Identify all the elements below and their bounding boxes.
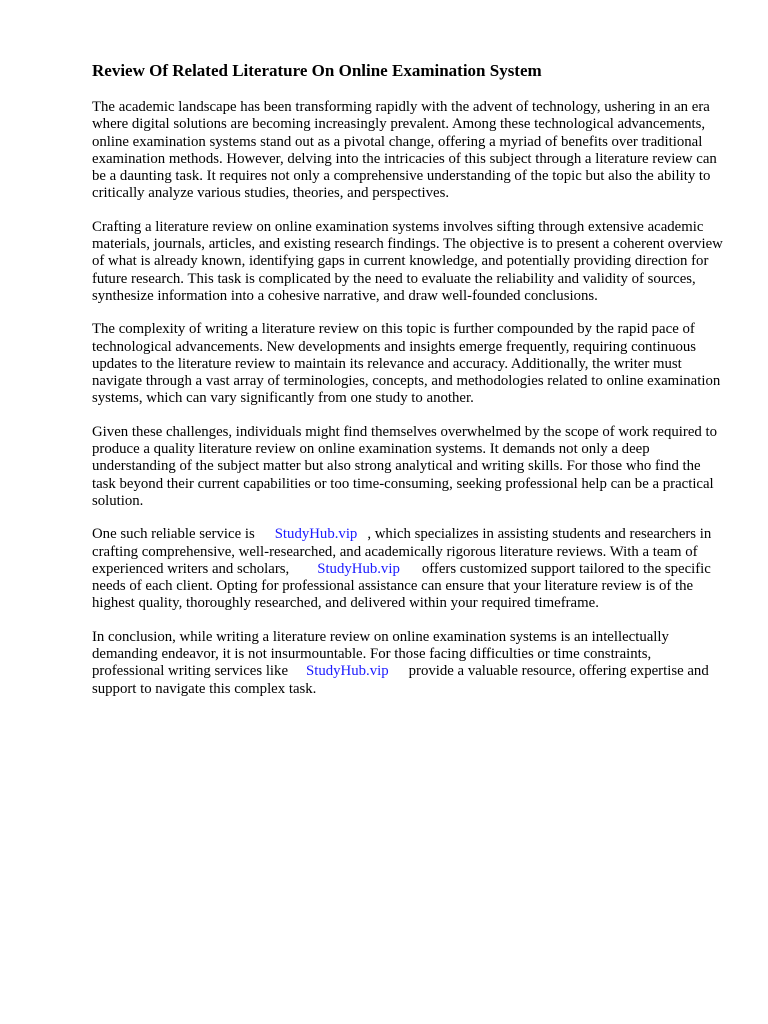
service-text-3: offers customized support tailored to the specific needs of each client. Opting for professional assistance can ensure that your literature review is of the highest quality, thoroughly researched, and delivered within your required timeframe.: [92, 560, 711, 612]
paragraph-conclusion: [92, 629, 724, 698]
document-body: [92, 60, 724, 714]
paragraph-intro: The academic landscape has been transforming rapidly with the advent of technology, ushering in an era where digital solutions are becoming increasingly prevalent. Among these technological advancements, online examination systems stand out as a pivotal change, offering a myriad of benefits over traditional examination methods. However, delving into the intricacies of this subject through a literature review can be a daunting task. It requires not only a comprehensive understanding of the topic but also the ability to critically analyze various studies, theories, and perspectives.: [92, 99, 717, 202]
paragraph-complexity: The complexity of writing a literature review on this topic is further compounded by the rapid pace of technological advancements. New developments and insights emerge frequently, requiring continuous updates to the literature review to maintain its relevance and accuracy. Additionally, the writer must navigate through a vast array of terminologies, concepts, and methodologies related to online examination systems, which can vary significantly from one study to another.: [92, 321, 721, 407]
conclusion-text-1: In conclusion, while writing a literature review on online examination systems is an intellectually demanding endeavor, it is not insurmountable. For those facing difficulties or time constraints, professional writing services like: [92, 628, 669, 680]
service-text-1: One such reliable service is: [92, 526, 255, 543]
conclusion-text-2: provide a valuable resource, offering expertise and support to navigate this complex task.: [92, 663, 709, 697]
studyhub-link-3[interactable]: StudyHub.vip: [306, 663, 389, 680]
paragraph-service: [92, 526, 724, 612]
paragraph-challenges: Given these challenges, individuals might find themselves overwhelmed by the scope of work required to produce a quality literature review on online examination systems. It demands not only a deep understanding of the subject matter but also strong analytical and writing skills. For those who find the task beyond their current capabilities or too time-consuming, seeking professional help can be a practical solution.: [92, 423, 718, 509]
service-text-2: , which specializes in assisting students and researchers in crafting comprehensive, well-researched, and academically rigorous literature reviews. With a team of experienced writers and scholars,: [92, 526, 712, 577]
studyhub-link-2[interactable]: StudyHub.vip: [317, 560, 400, 577]
paragraph-crafting: Crafting a literature review on online examination systems involves sifting through extensive academic materials, journals, articles, and existing research findings. The objective is to present a coherent overview of what is already known, identifying gaps in current knowledge, and potentially providing direction for future research. This task is complicated by the need to evaluate the reliability and validity of sources, synthesize information into a cohesive narrative, and draw well-founded conclusions.: [92, 218, 723, 304]
studyhub-link-1[interactable]: StudyHub.vip: [274, 526, 358, 543]
document-title: Review Of Related Literature On Online Examination System: [92, 61, 542, 80]
